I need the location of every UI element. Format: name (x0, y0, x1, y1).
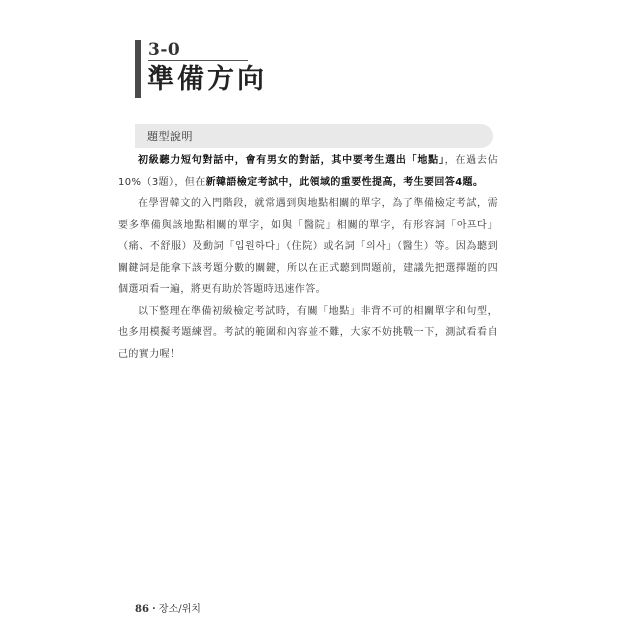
chapter-divider (148, 60, 248, 61)
paragraph-3: 以下整理在準備初級檢定考試時，有關「地點」非背不可的相關單字和句型，也多用模擬考題練習。考試的範圍和內容並不難，大家不妨挑戰一下，測試看看自己的實力喔！ (118, 305, 498, 360)
paragraph-1-bold-end: 新韓語檢定考試中，此領域的重要性提高，考生要回答4題。 (205, 176, 484, 188)
paragraph-1 (118, 150, 498, 193)
section-header (135, 124, 493, 148)
section-label: 題型說明 (147, 130, 193, 143)
page-footer (135, 600, 201, 615)
paragraph-2: 在學習韓文的入門階段，就常遇到與地點相關的單字，為了準備檢定考試，需要多準備與該地點相關的單字，如與「醫院」相關的單字，有形容詞「아프다」（痛、不舒服）及動詞「입원하다」（住院）或名詞「의사」（醫生）等。因為聽到關鍵詞是能拿下該考題分數的關鍵，所以在正式聽到問題前，建議先把選擇題的四個選項看一遍，將更有助於答題時迅速作答。 (118, 198, 498, 295)
chapter-number: 3-0 (148, 40, 181, 60)
paragraph-1-bold-start: 初級聽力短句對話中，會有男女的對話，其中要考生選出「地點」 (138, 155, 445, 166)
running-title: 장소/위치 (158, 604, 201, 615)
chapter-title: 準備方向 (147, 64, 267, 95)
paragraph-1-plain: ，在過去佔10%（3題），但在 (118, 155, 498, 188)
chapter-accent-bar (135, 40, 141, 98)
body-text (118, 150, 498, 365)
page-number: 86 (135, 604, 149, 615)
footer-separator: ・ (148, 604, 159, 615)
